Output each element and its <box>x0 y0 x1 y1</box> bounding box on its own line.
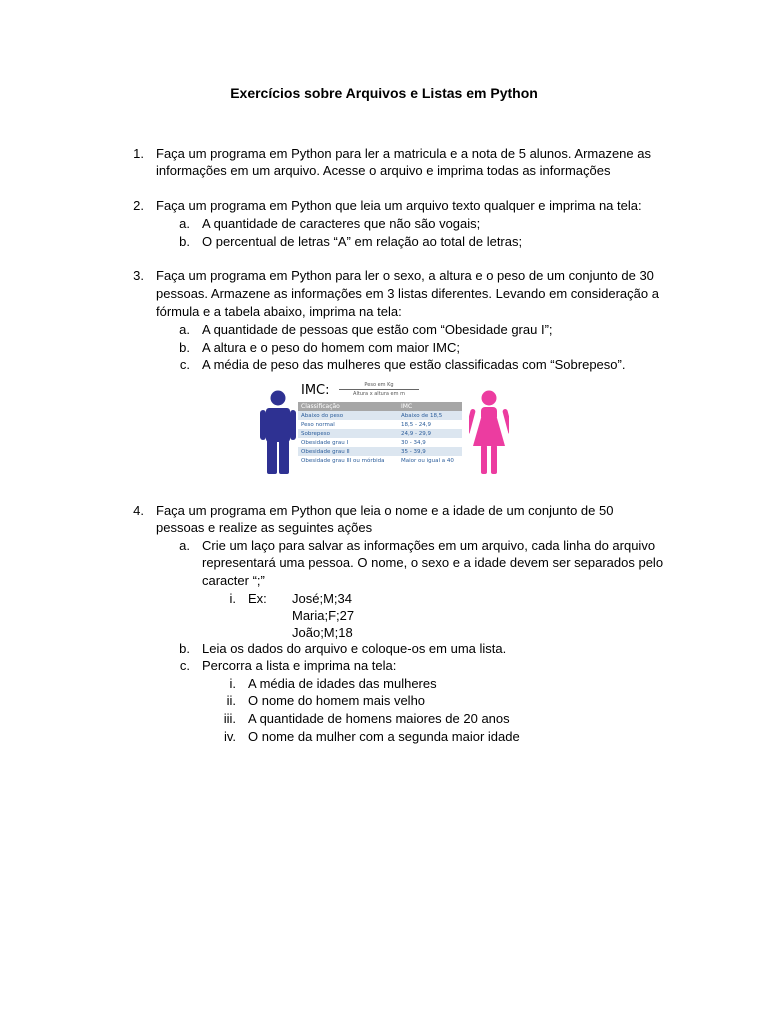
table-row <box>298 438 462 447</box>
exercise-1-line-2: informações em um arquivo. Acesse o arquivo e imprima todas as informações <box>156 163 611 178</box>
exercise-4-item-a-line-2: representará uma pessoa. O nome, o sexo e a idade devem ser separados pelo <box>202 555 664 570</box>
exercise-2-number: 2. <box>133 198 144 213</box>
exercise-4-item-b-marker: b. <box>179 641 190 656</box>
exercise-4-line-2: pessoas e realize as seguintes ações <box>156 520 373 535</box>
exercise-2-item-a: A quantidade de caracteres que não são vogais; <box>202 216 481 231</box>
exercise-4-c-ii-marker: ii. <box>226 693 236 708</box>
table-cell: 24,9 - 29,9 <box>398 429 462 438</box>
table-cell: 35 - 39,9 <box>398 447 462 456</box>
exercise-2-item-b: O percentual de letras “A” em relação ao total de letras; <box>202 234 523 249</box>
table-cell: Peso normal <box>301 421 335 428</box>
exercise-4-number: 4. <box>133 503 144 518</box>
exercise-3-item-a: A quantidade de pessoas que estão com “Obesidade grau I”; <box>202 322 553 337</box>
imc-figure <box>260 380 510 476</box>
exercise-4-c-iii: A quantidade de homens maiores de 20 anos <box>248 711 510 726</box>
imc-label: IMC: <box>301 383 330 398</box>
table-cell: Maior ou igual a 40 <box>401 457 454 464</box>
fraction-bar <box>339 389 419 390</box>
column-header-imc: IMC <box>398 402 462 411</box>
table-row <box>298 411 462 420</box>
table-row <box>298 429 462 438</box>
exercise-4-c-iv-marker: iv. <box>223 729 236 744</box>
exercise-4-line-1: Faça um programa em Python que leia o nome e a idade de um conjunto de 50 <box>156 503 614 518</box>
exercise-1-number: 1. <box>133 146 144 161</box>
exercise-4-item-a-line-3: caracter “;” <box>202 573 265 588</box>
table-cell: Obesidade grau II <box>298 447 398 456</box>
table-row <box>298 456 462 465</box>
exercise-3-item-c: A média de peso das mulheres que estão classificadas com “Sobrepeso”. <box>202 357 626 372</box>
male-person-icon <box>260 390 296 474</box>
exercise-3-line-1: Faça um programa em Python para ler o sexo, a altura e o peso de um conjunto de 30 <box>156 268 654 283</box>
exercise-2-line-1: Faça um programa em Python que leia um arquivo texto qualquer e imprima na tela: <box>156 198 642 213</box>
table-cell: Abaixo do peso <box>298 411 398 420</box>
imc-fraction <box>339 382 419 398</box>
exercise-3-item-c-marker: c. <box>179 357 190 372</box>
exercise-3-item-a-marker: a. <box>179 322 190 337</box>
table-row <box>298 420 462 429</box>
exercise-4-item-c-marker: c. <box>179 658 190 673</box>
exercise-4-c-i: A média de idades das mulheres <box>248 676 437 691</box>
imc-numerator: Peso em Kg <box>364 382 394 388</box>
exercise-1-line-1: Faça um programa em Python para ler a matricula e a nota de 5 alunos. Armazene as <box>156 146 651 161</box>
female-person-icon <box>469 390 509 474</box>
exercise-3-item-b: A altura e o peso do homem com maior IMC; <box>202 340 460 355</box>
table-header-row <box>298 402 462 411</box>
table-cell: Obesidade grau III ou mórbida <box>301 457 385 464</box>
example-label: Ex: <box>248 591 267 606</box>
imc-formula <box>299 380 462 402</box>
exercise-4-c-i-marker: i. <box>229 676 236 691</box>
exercise-3-number: 3. <box>133 268 144 283</box>
exercise-2-item-b-marker: b. <box>179 234 190 249</box>
table-row <box>298 447 462 456</box>
exercise-4-c-iii-marker: iii. <box>223 711 236 726</box>
exercise-3-line-2: pessoas. Armazene as informações em 3 listas diferentes. Levando em consideração a <box>156 286 659 301</box>
column-header-classification: Classificação <box>298 402 398 411</box>
example-line-2: Maria;F;27 <box>292 608 355 623</box>
table-cell: Sobrepeso <box>298 429 398 438</box>
table-cell: 30 - 34,9 <box>401 439 426 446</box>
exercise-4-sub-i-marker: i. <box>229 591 236 606</box>
exercise-4-c-ii: O nome do homem mais velho <box>248 693 426 708</box>
imc-table-image <box>296 380 462 472</box>
imc-classification-table <box>298 402 462 465</box>
exercise-4-item-a-marker: a. <box>179 538 190 553</box>
example-line-1: José;M;34 <box>292 591 352 606</box>
exercise-3-line-3: fórmula e a tabela abaixo, imprima na tela: <box>156 304 402 319</box>
table-cell: Obesidade grau I <box>301 439 349 446</box>
exercise-2-item-a-marker: a. <box>179 216 190 231</box>
exercise-4-item-b: Leia os dados do arquivo e coloque-os em uma lista. <box>202 641 507 656</box>
exercise-4-c-iv: O nome da mulher com a segunda maior idade <box>248 729 520 744</box>
exercise-4-item-c: Percorra a lista e imprima na tela: <box>202 658 397 673</box>
exercise-3-item-b-marker: b. <box>179 340 190 355</box>
imc-denominator: Altura x altura em m <box>353 391 405 397</box>
exercise-4-item-a-line-1: Crie um laço para salvar as informações em um arquivo, cada linha do arquivo <box>202 538 656 553</box>
table-cell: Abaixo de 18,5 <box>398 411 462 420</box>
example-line-3: João;M;18 <box>292 625 353 640</box>
table-cell: 18,5 - 24,9 <box>401 421 431 428</box>
document-title: Exercícios sobre Arquivos e Listas em Python <box>230 85 538 101</box>
